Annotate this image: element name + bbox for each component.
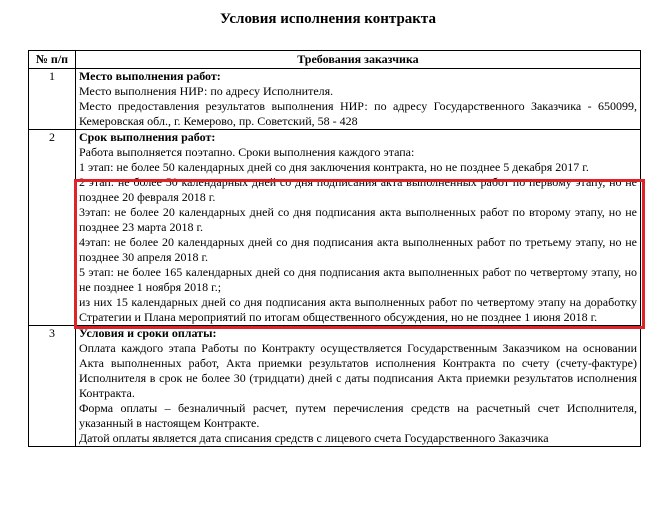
row-number: 2 (29, 130, 76, 326)
row-number: 1 (29, 69, 76, 130)
stage-item: 3этап: не более 20 календарных дней со дня подписания акта выполненных работ по второму этапу, но не позднее 23 марта 2018 г. (78, 205, 637, 234)
stage-item: 1 этап: не более 50 календарных дней со дня заключения контракта, но не позднее 5 декабря 2017 г. (78, 160, 589, 174)
requirement-text: Форма оплаты – безналичный расчет, путем перечисления средств на расчетный счет Исполнителя, указанный в настоящем Контракте. (78, 401, 637, 430)
requirement-text: из них 15 календарных дней со дня подписания акта выполненных работ по четвертому этапу на доработку Стратегии и Плана мероприятий по итогам общественного обсуждения, но не позднее 1 июня 2018 г. (78, 295, 637, 324)
column-header-num: № п/п (29, 51, 76, 69)
requirement-text: Работа выполняется поэтапно. Сроки выполнения каждого этапа: (78, 145, 415, 159)
table-row (29, 69, 641, 130)
requirement-text: Датой оплаты является дата списания средств с лицевого счета Государственного Заказчика (78, 431, 549, 445)
requirement-cell (75, 69, 640, 130)
requirement-cell (75, 326, 640, 447)
requirements-table (28, 50, 641, 447)
requirement-text: Место предоставления результатов выполнения НИР: по адресу Государственного Заказчика - 650099, Кемеровская обл., г. Кемерово, пр. Советский, 58 - 428 (78, 99, 637, 128)
column-header-requirements: Требования заказчика (75, 51, 640, 69)
section-heading: Срок выполнения работ: (78, 130, 216, 144)
section-heading: Условия и сроки оплаты: (78, 326, 217, 340)
table-header-row (29, 51, 641, 69)
requirement-text: Место выполнения НИР: по адресу Исполнителя. (78, 84, 334, 98)
row-number: 3 (29, 326, 76, 447)
stage-item: 5 этап: не более 165 календарных дней со дня подписания акта выполненных работ по четвертому этапу, но не позднее 1 ноября 2018 г.; (78, 265, 637, 294)
page-title: Условия исполнения контракта (220, 11, 436, 27)
requirement-cell (75, 130, 640, 326)
stage-item: 4этап: не более 20 календарных дней со дня подписания акта выполненных работ по третьему этапу, но не позднее 30 апреля 2018 г. (78, 235, 637, 264)
table-row (29, 130, 641, 326)
requirement-text: Оплата каждого этапа Работы по Контракту осуществляется Государственным Заказчиком на основании Акта выполненных работ, Акта приемки результатов исполнения Контракта по счету (счету-фактуре) Исполнителя в срок не более 30 (тридцати) дней с даты подписания Акта приемки результатов исполнения Контракта. (78, 341, 637, 400)
stage-item: 2 этап: не более 50 календарных дней со дня подписания акта выполненных работ по первому этапу, но не позднее 20 февраля 2018 г. (78, 175, 637, 204)
section-heading: Место выполнения работ: (78, 69, 221, 83)
table-row (29, 326, 641, 447)
